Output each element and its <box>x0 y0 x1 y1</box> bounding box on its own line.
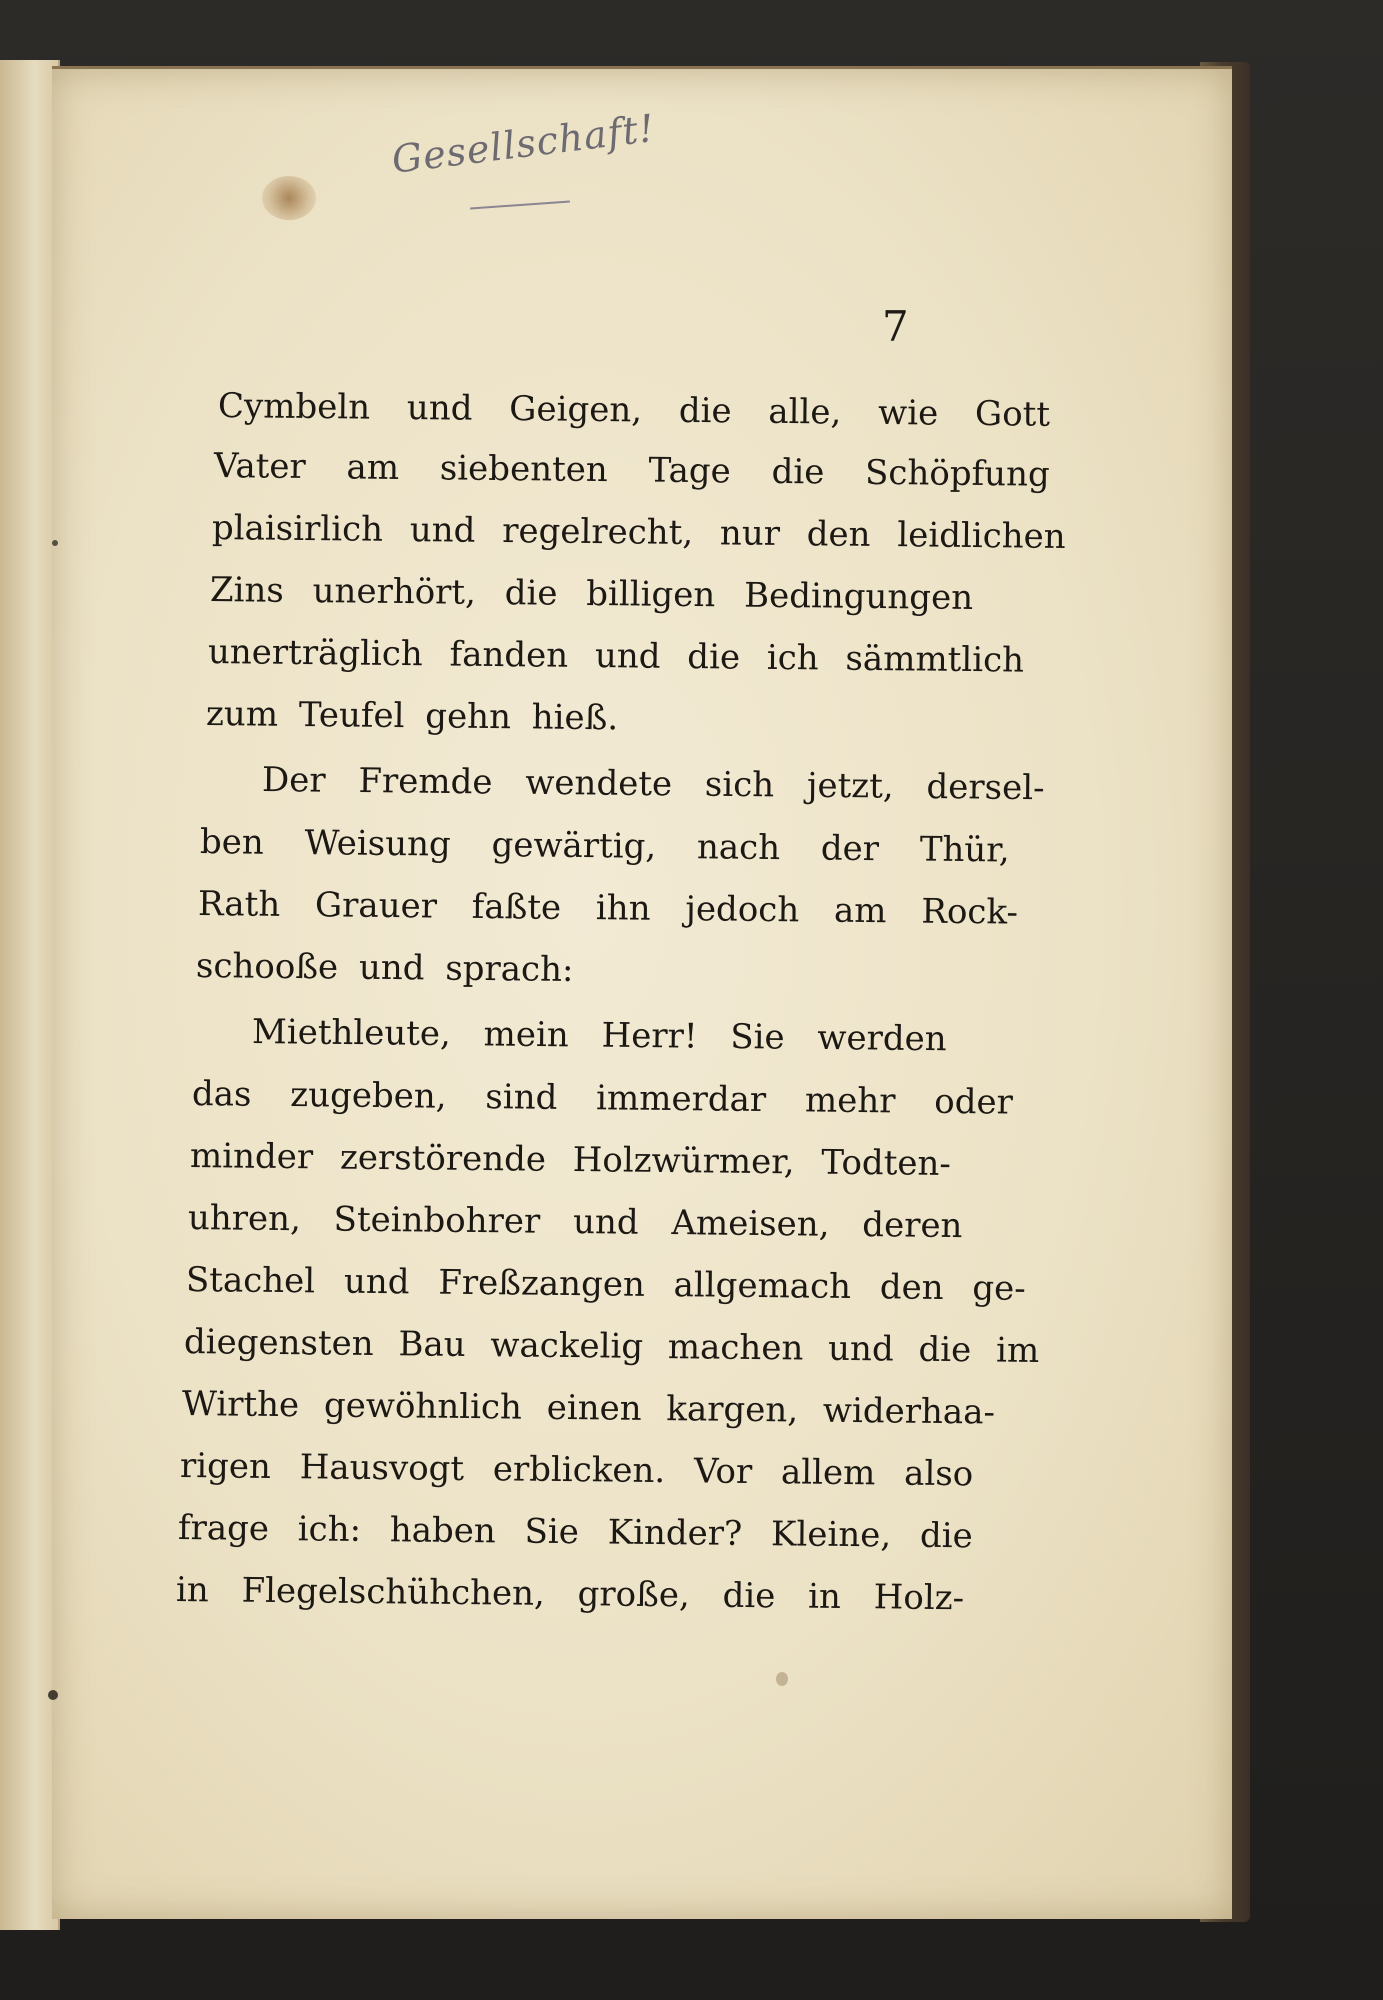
page-number: 7 <box>882 302 909 351</box>
ink-speck <box>52 540 58 546</box>
text-line: frage ich: haben Sie Kinder? Kleine, die <box>177 1508 973 1557</box>
handwritten-annotation: Gesellschaft! <box>389 105 658 182</box>
text-line: uhren, Steinbohrer und Ameisen, deren <box>187 1198 963 1247</box>
text-line: zum Teufel gehn hieß. <box>205 694 619 739</box>
text-line: unerträglich fanden und die ich sämmtlich <box>207 632 1025 681</box>
text-line: in Flegelschühchen, große, die in Holz- <box>175 1570 965 1619</box>
text-line: Zins unerhört, die billigen Bedingungen <box>209 570 974 618</box>
text-line: Miethleute, mein Herr! Sie werden <box>251 1012 947 1060</box>
book-page <box>52 66 1232 1919</box>
text-line: Der Fremde wendete sich jetzt, dersel- <box>261 760 1045 809</box>
text-line: Stachel und Freßzangen allgemach den ge- <box>185 1260 1026 1309</box>
left-page-edge <box>0 60 60 1930</box>
text-line: rigen Hausvogt erblicken. Vor allem also <box>179 1446 974 1495</box>
text-line: schooße und sprach: <box>195 946 574 990</box>
text-line: minder zerstörende Holzwürmer, Todten- <box>189 1136 952 1184</box>
text-line: Wirthe gewöhnlich einen kargen, widerhaa- <box>181 1384 996 1433</box>
text-line: plaisirlich und regelrecht, nur den leidlichen <box>211 508 1066 557</box>
text-line: Vater am siebenten Tage die Schöpfung <box>213 446 1050 495</box>
ink-speck <box>776 1672 788 1686</box>
text-line: Cymbeln und Geigen, die alle, wie Gott <box>217 386 1051 435</box>
ink-speck <box>48 1690 58 1700</box>
text-line: das zugeben, sind immerdar mehr oder <box>191 1074 1014 1123</box>
text-line: Rath Grauer faßte ihn jedoch am Rock- <box>197 884 1019 933</box>
text-line: diegensten Bau wackelig machen und die im <box>183 1322 1040 1371</box>
text-line: ben Weisung gewärtig, nach der Thür, <box>199 822 1010 871</box>
foxing-stain <box>262 176 316 220</box>
